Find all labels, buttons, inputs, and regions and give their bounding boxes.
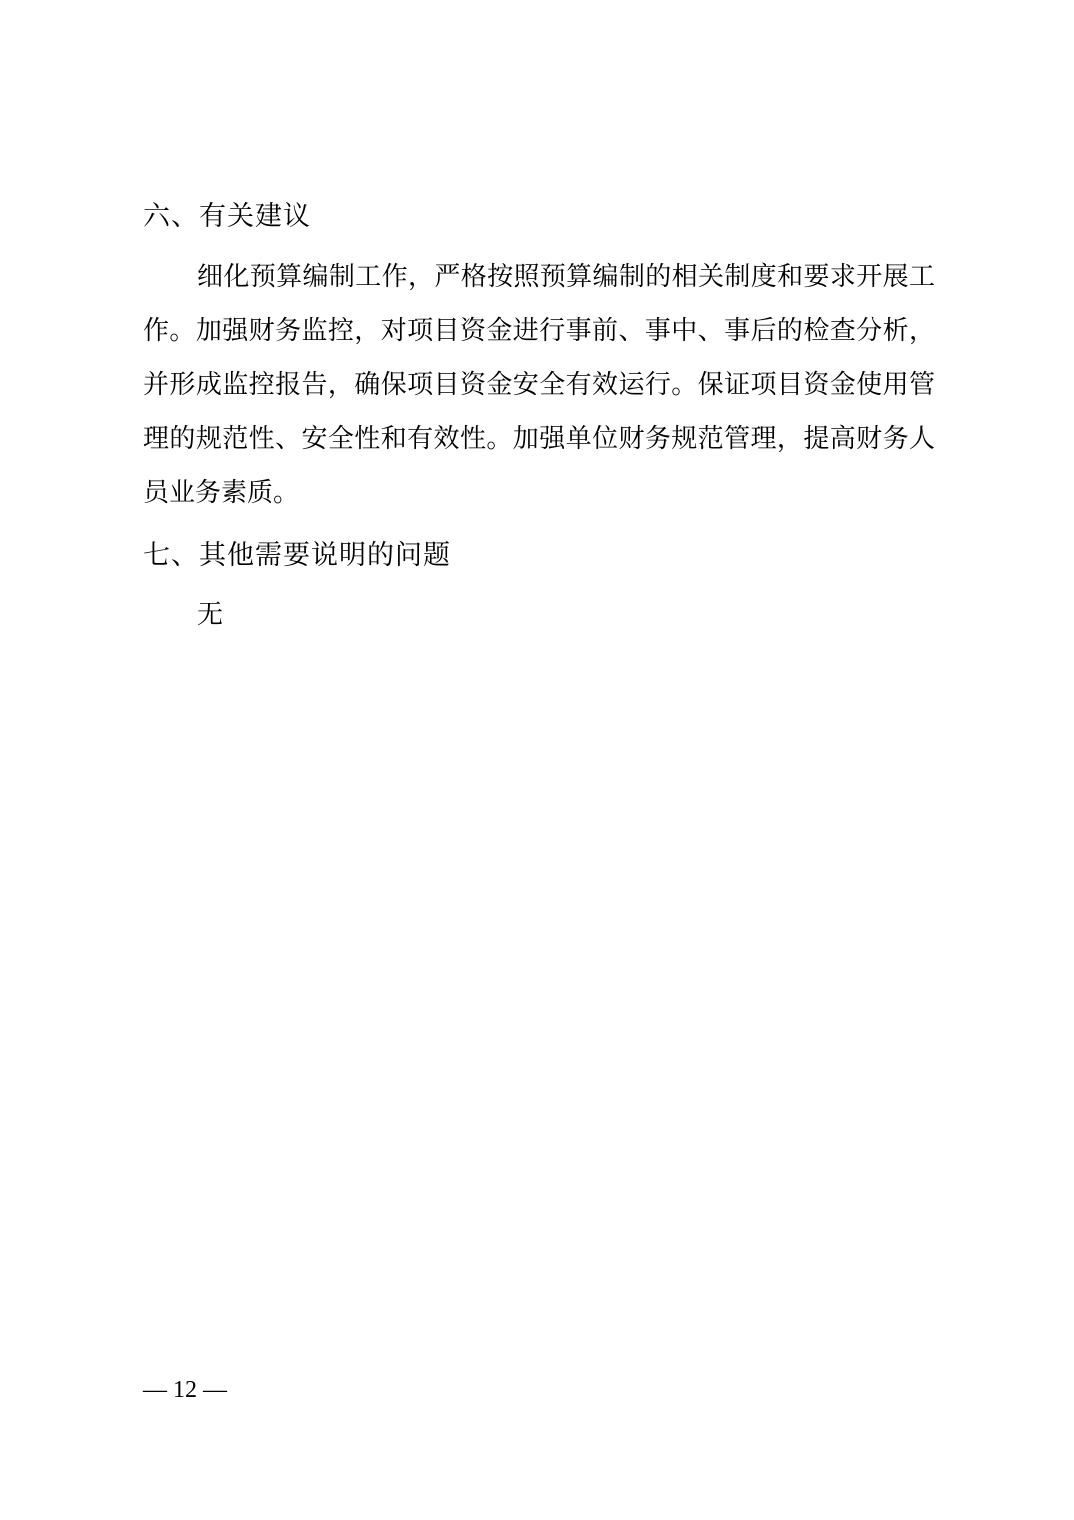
page-number: — 12 — — [143, 1377, 227, 1403]
section-heading-suggestions: 六、有关建议 — [143, 201, 311, 232]
section-body-other-issues: 无 — [197, 600, 224, 630]
section-body-suggestions: 细化预算编制工作，严格按照预算编制的相关制度和要求开展工作。加强财务监控，对项目资金进行事前、事中、事后的检查分析，并形成监控报告，确保项目资金安全有效运行。保证项目资金使用管理的规范性、安全性和有效性。加强单位财务规范管理，提高财务人员业务素质。 — [143, 262, 935, 508]
section-heading-other-issues: 七、其他需要说明的问题 — [143, 540, 451, 571]
